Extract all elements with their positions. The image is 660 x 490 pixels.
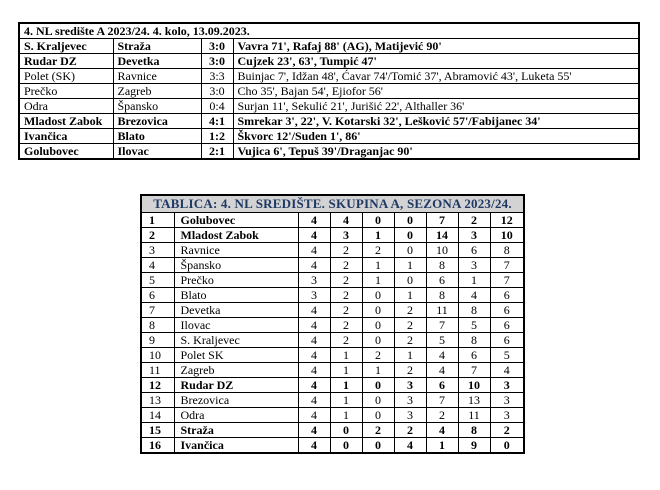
- lost-cell: 0: [394, 243, 426, 258]
- played-cell: 3: [298, 273, 330, 288]
- lost-cell: 3: [394, 393, 426, 408]
- won-cell: 2: [330, 288, 362, 303]
- points-cell: 3: [490, 408, 524, 423]
- lost-cell: 0: [394, 213, 426, 228]
- position-cell: 10: [141, 348, 174, 363]
- goals-for-cell: 7: [426, 393, 458, 408]
- team-name-cell: Brezovica: [174, 393, 298, 408]
- position-cell: 16: [141, 438, 174, 454]
- goals-for-cell: 6: [426, 378, 458, 393]
- points-cell: 12: [490, 213, 524, 228]
- goals-against-cell: 6: [458, 348, 490, 363]
- points-cell: 6: [490, 303, 524, 318]
- standings-row: [141, 213, 524, 228]
- goals-against-cell: 8: [458, 303, 490, 318]
- scorers-cell: Vujica 6', Tepuš 39'/Draganjac 90': [233, 144, 639, 160]
- score-cell: 3:0: [201, 39, 233, 54]
- lost-cell: 4: [394, 438, 426, 454]
- goals-against-cell: 13: [458, 393, 490, 408]
- drawn-cell: 1: [362, 363, 394, 378]
- standings-row: [141, 423, 524, 438]
- goals-for-cell: 7: [426, 318, 458, 333]
- drawn-cell: 1: [362, 228, 394, 243]
- points-cell: 3: [490, 393, 524, 408]
- points-cell: 3: [490, 378, 524, 393]
- away-team-cell: Zagreb: [113, 84, 201, 99]
- match-row: [19, 54, 639, 69]
- drawn-cell: 0: [362, 378, 394, 393]
- goals-against-cell: 2: [458, 213, 490, 228]
- results-title-row: [19, 23, 639, 39]
- score-cell: 2:1: [201, 144, 233, 160]
- team-name-cell: Mladost Zabok: [174, 228, 298, 243]
- played-cell: 3: [298, 288, 330, 303]
- lost-cell: 3: [394, 408, 426, 423]
- points-cell: 6: [490, 288, 524, 303]
- standings-title: TABLICA: 4. NL SREDIŠTE. SKUPINA A, SEZONA 2023/24.: [141, 195, 524, 213]
- goals-for-cell: 4: [426, 348, 458, 363]
- scorers-cell: Smrekar 3', 22', V. Kotarski 32', Lešković 57'/Fabijanec 34': [233, 114, 639, 129]
- results-table: [18, 22, 640, 160]
- team-name-cell: Golubovec: [174, 213, 298, 228]
- lost-cell: 0: [394, 228, 426, 243]
- away-team-cell: Blato: [113, 129, 201, 144]
- goals-against-cell: 4: [458, 288, 490, 303]
- home-team-cell: Mladost Zabok: [19, 114, 113, 129]
- goals-for-cell: 1: [426, 438, 458, 454]
- points-cell: 2: [490, 423, 524, 438]
- position-cell: 9: [141, 333, 174, 348]
- score-cell: 1:2: [201, 129, 233, 144]
- standings-row: [141, 258, 524, 273]
- goals-against-cell: 11: [458, 408, 490, 423]
- won-cell: 2: [330, 273, 362, 288]
- won-cell: 2: [330, 303, 362, 318]
- goals-against-cell: 1: [458, 273, 490, 288]
- team-name-cell: Rudar DZ: [174, 378, 298, 393]
- home-team-cell: Polet (SK): [19, 69, 113, 84]
- goals-against-cell: 8: [458, 333, 490, 348]
- lost-cell: 3: [394, 378, 426, 393]
- standings-row: [141, 288, 524, 303]
- won-cell: 1: [330, 348, 362, 363]
- position-cell: 12: [141, 378, 174, 393]
- played-cell: 4: [298, 243, 330, 258]
- won-cell: 0: [330, 438, 362, 454]
- played-cell: 4: [298, 393, 330, 408]
- standings-row: [141, 378, 524, 393]
- goals-against-cell: 3: [458, 258, 490, 273]
- won-cell: 4: [330, 213, 362, 228]
- score-cell: 3:0: [201, 54, 233, 69]
- match-row: [19, 144, 639, 160]
- drawn-cell: 0: [362, 303, 394, 318]
- goals-for-cell: 14: [426, 228, 458, 243]
- goals-for-cell: 10: [426, 243, 458, 258]
- points-cell: 7: [490, 273, 524, 288]
- points-cell: 6: [490, 333, 524, 348]
- score-cell: 0:4: [201, 99, 233, 114]
- points-cell: 7: [490, 258, 524, 273]
- home-team-cell: Rudar DZ: [19, 54, 113, 69]
- team-name-cell: Devetka: [174, 303, 298, 318]
- lost-cell: 1: [394, 348, 426, 363]
- drawn-cell: 0: [362, 333, 394, 348]
- standings-row: [141, 438, 524, 454]
- position-cell: 8: [141, 318, 174, 333]
- team-name-cell: Odra: [174, 408, 298, 423]
- standings-row: [141, 408, 524, 423]
- position-cell: 13: [141, 393, 174, 408]
- match-row: [19, 84, 639, 99]
- score-cell: 3:0: [201, 84, 233, 99]
- won-cell: 2: [330, 258, 362, 273]
- home-team-cell: Prečko: [19, 84, 113, 99]
- played-cell: 4: [298, 213, 330, 228]
- position-cell: 15: [141, 423, 174, 438]
- standings-row: [141, 228, 524, 243]
- lost-cell: 1: [394, 288, 426, 303]
- drawn-cell: 2: [362, 348, 394, 363]
- played-cell: 4: [298, 363, 330, 378]
- standings-row: [141, 273, 524, 288]
- team-name-cell: Zagreb: [174, 363, 298, 378]
- goals-against-cell: 3: [458, 228, 490, 243]
- goals-against-cell: 8: [458, 423, 490, 438]
- standings-row: [141, 303, 524, 318]
- team-name-cell: Špansko: [174, 258, 298, 273]
- drawn-cell: 1: [362, 258, 394, 273]
- position-cell: 6: [141, 288, 174, 303]
- goals-against-cell: 10: [458, 378, 490, 393]
- match-row: [19, 114, 639, 129]
- points-cell: 10: [490, 228, 524, 243]
- drawn-cell: 1: [362, 273, 394, 288]
- scorers-cell: Buinjac 7', Idžan 48', Ćavar 74'/Tomić 37', Abramović 43', Luketa 55': [233, 69, 639, 84]
- lost-cell: 2: [394, 318, 426, 333]
- standings-row: [141, 363, 524, 378]
- goals-for-cell: 8: [426, 288, 458, 303]
- standings-row: [141, 348, 524, 363]
- points-cell: 5: [490, 348, 524, 363]
- position-cell: 11: [141, 363, 174, 378]
- goals-against-cell: 6: [458, 243, 490, 258]
- goals-for-cell: 5: [426, 333, 458, 348]
- lost-cell: 1: [394, 258, 426, 273]
- played-cell: 4: [298, 378, 330, 393]
- goals-for-cell: 6: [426, 273, 458, 288]
- goals-for-cell: 8: [426, 258, 458, 273]
- team-name-cell: Straža: [174, 423, 298, 438]
- played-cell: 4: [298, 318, 330, 333]
- home-team-cell: Ivančica: [19, 129, 113, 144]
- score-cell: 3:3: [201, 69, 233, 84]
- scorers-cell: Surjan 11', Sekulić 21', Jurišić 22', Althaller 36': [233, 99, 639, 114]
- lost-cell: 2: [394, 303, 426, 318]
- standings-row: [141, 333, 524, 348]
- position-cell: 2: [141, 228, 174, 243]
- lost-cell: 2: [394, 423, 426, 438]
- team-name-cell: Ivančica: [174, 438, 298, 454]
- won-cell: 1: [330, 408, 362, 423]
- drawn-cell: 0: [362, 438, 394, 454]
- scorers-cell: Cujzek 23', 63', Tumpić 47': [233, 54, 639, 69]
- home-team-cell: S. Kraljevec: [19, 39, 113, 54]
- goals-against-cell: 7: [458, 363, 490, 378]
- won-cell: 2: [330, 333, 362, 348]
- lost-cell: 2: [394, 333, 426, 348]
- away-team-cell: Straža: [113, 39, 201, 54]
- drawn-cell: 2: [362, 243, 394, 258]
- position-cell: 3: [141, 243, 174, 258]
- goals-against-cell: 9: [458, 438, 490, 454]
- position-cell: 5: [141, 273, 174, 288]
- away-team-cell: Brezovica: [113, 114, 201, 129]
- played-cell: 4: [298, 228, 330, 243]
- lost-cell: 2: [394, 363, 426, 378]
- played-cell: 4: [298, 333, 330, 348]
- away-team-cell: Ilovac: [113, 144, 201, 160]
- goals-for-cell: 2: [426, 408, 458, 423]
- home-team-cell: Odra: [19, 99, 113, 114]
- away-team-cell: Ravnice: [113, 69, 201, 84]
- points-cell: 4: [490, 363, 524, 378]
- standings-table: [140, 194, 525, 454]
- lost-cell: 0: [394, 273, 426, 288]
- points-cell: 0: [490, 438, 524, 454]
- away-team-cell: Devetka: [113, 54, 201, 69]
- scorers-cell: Škvorc 12'/Suden 1', 86': [233, 129, 639, 144]
- home-team-cell: Golubovec: [19, 144, 113, 160]
- standings-row: [141, 393, 524, 408]
- team-name-cell: S. Kraljevec: [174, 333, 298, 348]
- standings-row: [141, 243, 524, 258]
- played-cell: 4: [298, 408, 330, 423]
- drawn-cell: 0: [362, 213, 394, 228]
- team-name-cell: Blato: [174, 288, 298, 303]
- played-cell: 4: [298, 258, 330, 273]
- drawn-cell: 0: [362, 288, 394, 303]
- won-cell: 0: [330, 423, 362, 438]
- standings-row: [141, 318, 524, 333]
- goals-for-cell: 4: [426, 363, 458, 378]
- position-cell: 14: [141, 408, 174, 423]
- played-cell: 4: [298, 423, 330, 438]
- played-cell: 4: [298, 438, 330, 454]
- results-title: 4. NL središte A 2023/24. 4. kolo, 13.09.2023.: [19, 23, 639, 39]
- drawn-cell: 2: [362, 423, 394, 438]
- position-cell: 1: [141, 213, 174, 228]
- goals-for-cell: 4: [426, 423, 458, 438]
- won-cell: 2: [330, 243, 362, 258]
- won-cell: 2: [330, 318, 362, 333]
- played-cell: 4: [298, 348, 330, 363]
- won-cell: 1: [330, 393, 362, 408]
- away-team-cell: Špansko: [113, 99, 201, 114]
- match-row: [19, 99, 639, 114]
- won-cell: 1: [330, 363, 362, 378]
- drawn-cell: 0: [362, 393, 394, 408]
- scorers-cell: Vavra 71', Rafaj 88' (AG), Matijević 90': [233, 39, 639, 54]
- drawn-cell: 0: [362, 318, 394, 333]
- match-row: [19, 39, 639, 54]
- points-cell: 8: [490, 243, 524, 258]
- won-cell: 1: [330, 378, 362, 393]
- drawn-cell: 0: [362, 408, 394, 423]
- position-cell: 7: [141, 303, 174, 318]
- won-cell: 3: [330, 228, 362, 243]
- points-cell: 6: [490, 318, 524, 333]
- goals-against-cell: 5: [458, 318, 490, 333]
- scorers-cell: Cho 35', Bajan 54', Ejiofor 56': [233, 84, 639, 99]
- match-row: [19, 129, 639, 144]
- team-name-cell: Ravnice: [174, 243, 298, 258]
- played-cell: 4: [298, 303, 330, 318]
- team-name-cell: Ilovac: [174, 318, 298, 333]
- score-cell: 4:1: [201, 114, 233, 129]
- match-row: [19, 69, 639, 84]
- position-cell: 4: [141, 258, 174, 273]
- goals-for-cell: 11: [426, 303, 458, 318]
- standings-title-row: [141, 195, 524, 213]
- team-name-cell: Polet SK: [174, 348, 298, 363]
- goals-for-cell: 7: [426, 213, 458, 228]
- team-name-cell: Prečko: [174, 273, 298, 288]
